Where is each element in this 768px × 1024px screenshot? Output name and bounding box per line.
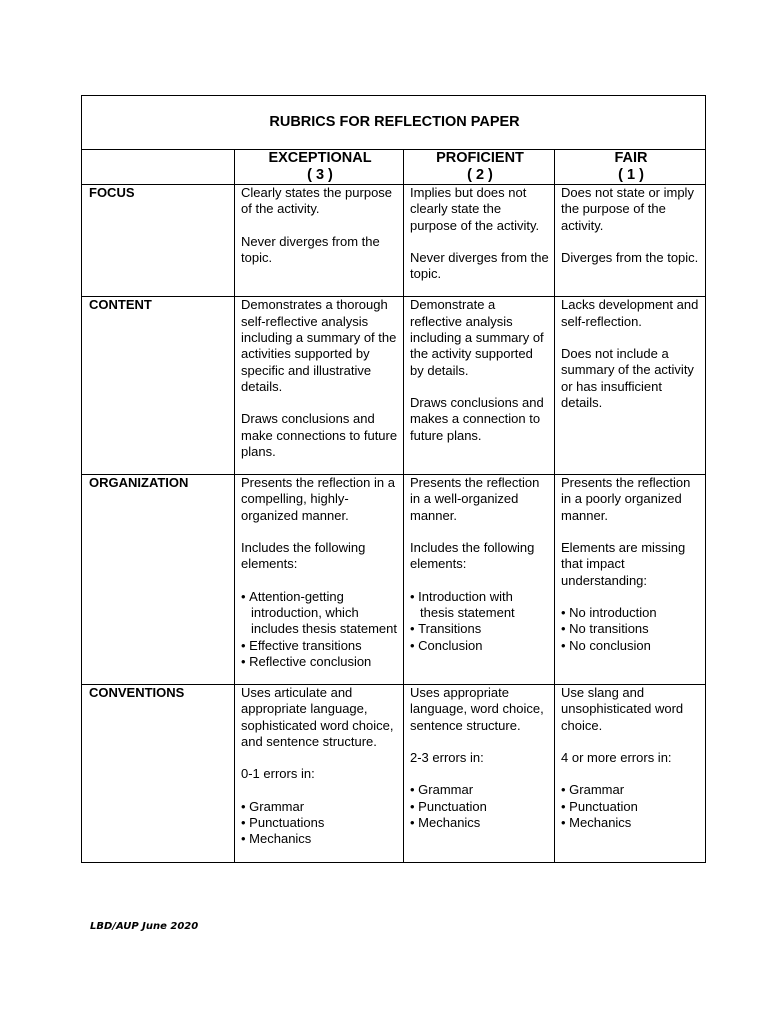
- rubric-cell: [235, 185, 404, 297]
- bullet-item: • Transitions: [410, 621, 550, 637]
- bullet-item: • Effective transitions: [241, 638, 399, 654]
- paragraph-gap: [410, 234, 550, 250]
- paragraph-gap: [561, 589, 701, 605]
- rubric-cell: [404, 685, 555, 862]
- rubric-cell: [555, 297, 706, 475]
- rubric-table: [81, 95, 706, 863]
- cell-paragraph: Does not state or imply the purpose of the activity.: [561, 185, 694, 233]
- paragraph-gap: [241, 395, 399, 411]
- cell-paragraph: Draws conclusions and make connections to future plans.: [241, 411, 398, 459]
- rubric-cell: [404, 297, 555, 475]
- bullet-list: [241, 589, 399, 670]
- criterion-row-focus: [82, 185, 706, 297]
- cell-paragraph: Use slang and unsophisticated word choice.: [561, 685, 684, 733]
- cell-paragraph: Does not include a summary of the activity or has insufficient details.: [561, 346, 694, 410]
- bullet-item: • Conclusion: [410, 638, 550, 654]
- rubric-cell: [555, 475, 706, 685]
- criterion-row-organization: [82, 475, 706, 685]
- cell-paragraph: Includes the following elements:: [410, 540, 535, 572]
- header-level-score: ( 3 ): [307, 167, 333, 183]
- rubric-cell: [235, 475, 404, 685]
- rubric-cell: [235, 297, 404, 475]
- bullet-item: • No conclusion: [561, 638, 701, 654]
- paragraph-gap: [410, 766, 550, 782]
- bullet-item: • No transitions: [561, 621, 701, 637]
- cell-paragraph: Diverges from the topic.: [561, 249, 699, 265]
- cell-paragraph: Never diverges from the topic.: [241, 233, 380, 265]
- paragraph-gap: [561, 766, 701, 782]
- criterion-row-content: [82, 297, 706, 475]
- paragraph-gap: [241, 750, 399, 766]
- header-level-name: FAIR: [614, 150, 648, 166]
- rubric-cell: [404, 475, 555, 685]
- bullet-list: [410, 589, 550, 654]
- header-level-score: ( 1 ): [618, 167, 644, 183]
- rubric-cell: [404, 185, 555, 297]
- cell-paragraph: Uses appropriate language, word choice, sentence structure.: [410, 685, 544, 733]
- cell-paragraph: Demonstrate a reflective analysis including a summary of the activity supported by details.: [410, 297, 544, 378]
- cell-paragraph: Presents the reflection in a compelling, highly-organized manner.: [241, 475, 395, 523]
- cell-paragraph: Never diverges from the topic.: [410, 249, 549, 282]
- paragraph-gap: [561, 234, 701, 250]
- bullet-list: [410, 782, 550, 831]
- cell-paragraph: Draws conclusions and makes a connection to future plans.: [410, 394, 544, 443]
- bullet-item: • Grammar: [410, 782, 550, 798]
- criterion-label: CONVENTIONS: [82, 685, 235, 862]
- bullet-item: • Mechanics: [410, 815, 550, 831]
- bullet-list: [241, 799, 399, 848]
- document-title: RUBRICS FOR REFLECTION PAPER: [82, 96, 706, 150]
- cell-paragraph: 4 or more errors in:: [561, 750, 672, 766]
- cell-paragraph: Presents the reflection in a well-organized manner.: [410, 475, 540, 523]
- paragraph-gap: [241, 218, 399, 234]
- cell-paragraph: Uses articulate and appropriate language, sophisticated word choice, and sentence structure.: [241, 685, 394, 750]
- rubric-cell: [555, 185, 706, 297]
- paragraph-gap: [410, 573, 550, 589]
- rubric-cell: [235, 685, 404, 862]
- paragraph-gap: [561, 524, 701, 540]
- bullet-item: • No introduction: [561, 605, 701, 621]
- paragraph-gap: [241, 783, 399, 799]
- header-row: [82, 150, 706, 185]
- paragraph-gap: [410, 734, 550, 750]
- cell-paragraph: Lacks development and self-reflection.: [561, 297, 699, 329]
- bullet-item: • Mechanics: [241, 831, 399, 847]
- cell-paragraph: Implies but does not clearly state the purpose of the activity.: [410, 185, 540, 233]
- header-blank-cell: [82, 150, 235, 185]
- criterion-label: FOCUS: [82, 185, 235, 297]
- bullet-item: • Attention-getting introduction, which includes thesis statement: [241, 589, 399, 638]
- paragraph-gap: [241, 573, 399, 589]
- footer-note: LBD/AUP June 2020: [90, 921, 199, 932]
- bullet-item: • Mechanics: [561, 815, 701, 831]
- cell-paragraph: Demonstrates a thorough self-reflective analysis including a summary of the activities supported by specific and illustrative details.: [241, 297, 397, 394]
- bullet-list: [561, 605, 701, 654]
- header-level-score: ( 2 ): [467, 167, 493, 183]
- cell-paragraph: 2-3 errors in:: [410, 750, 484, 766]
- bullet-item: • Reflective conclusion: [241, 654, 399, 670]
- paragraph-gap: [561, 330, 701, 346]
- rubric-cell: [555, 685, 706, 862]
- header-level-name: EXCEPTIONAL: [268, 150, 372, 166]
- cell-paragraph: 0-1 errors in:: [241, 766, 315, 782]
- criterion-row-conventions: [82, 685, 706, 862]
- paragraph-gap: [410, 524, 550, 540]
- bullet-item: • Punctuations: [241, 815, 399, 831]
- header-fair: [555, 150, 706, 185]
- bullet-list: [561, 782, 701, 831]
- paragraph-gap: [410, 379, 550, 395]
- criterion-label: CONTENT: [82, 297, 235, 475]
- criterion-label: ORGANIZATION: [82, 475, 235, 685]
- paragraph-gap: [241, 524, 399, 540]
- cell-paragraph: Elements are missing that impact understanding:: [561, 540, 686, 588]
- bullet-item: • Punctuation: [561, 799, 701, 815]
- cell-paragraph: Presents the reflection in a poorly organized manner.: [561, 475, 691, 523]
- header-exceptional: [235, 150, 404, 185]
- bullet-item: • Punctuation: [410, 799, 550, 815]
- cell-paragraph: Includes the following elements:: [241, 540, 366, 572]
- header-level-name: PROFICIENT: [436, 150, 524, 166]
- cell-paragraph: Clearly states the purpose of the activity.: [241, 185, 393, 217]
- bullet-item: • Grammar: [241, 799, 399, 815]
- bullet-item: • Introduction with thesis statement: [410, 589, 550, 622]
- bullet-item: • Grammar: [561, 782, 701, 798]
- paragraph-gap: [561, 734, 701, 750]
- header-proficient: [404, 150, 555, 185]
